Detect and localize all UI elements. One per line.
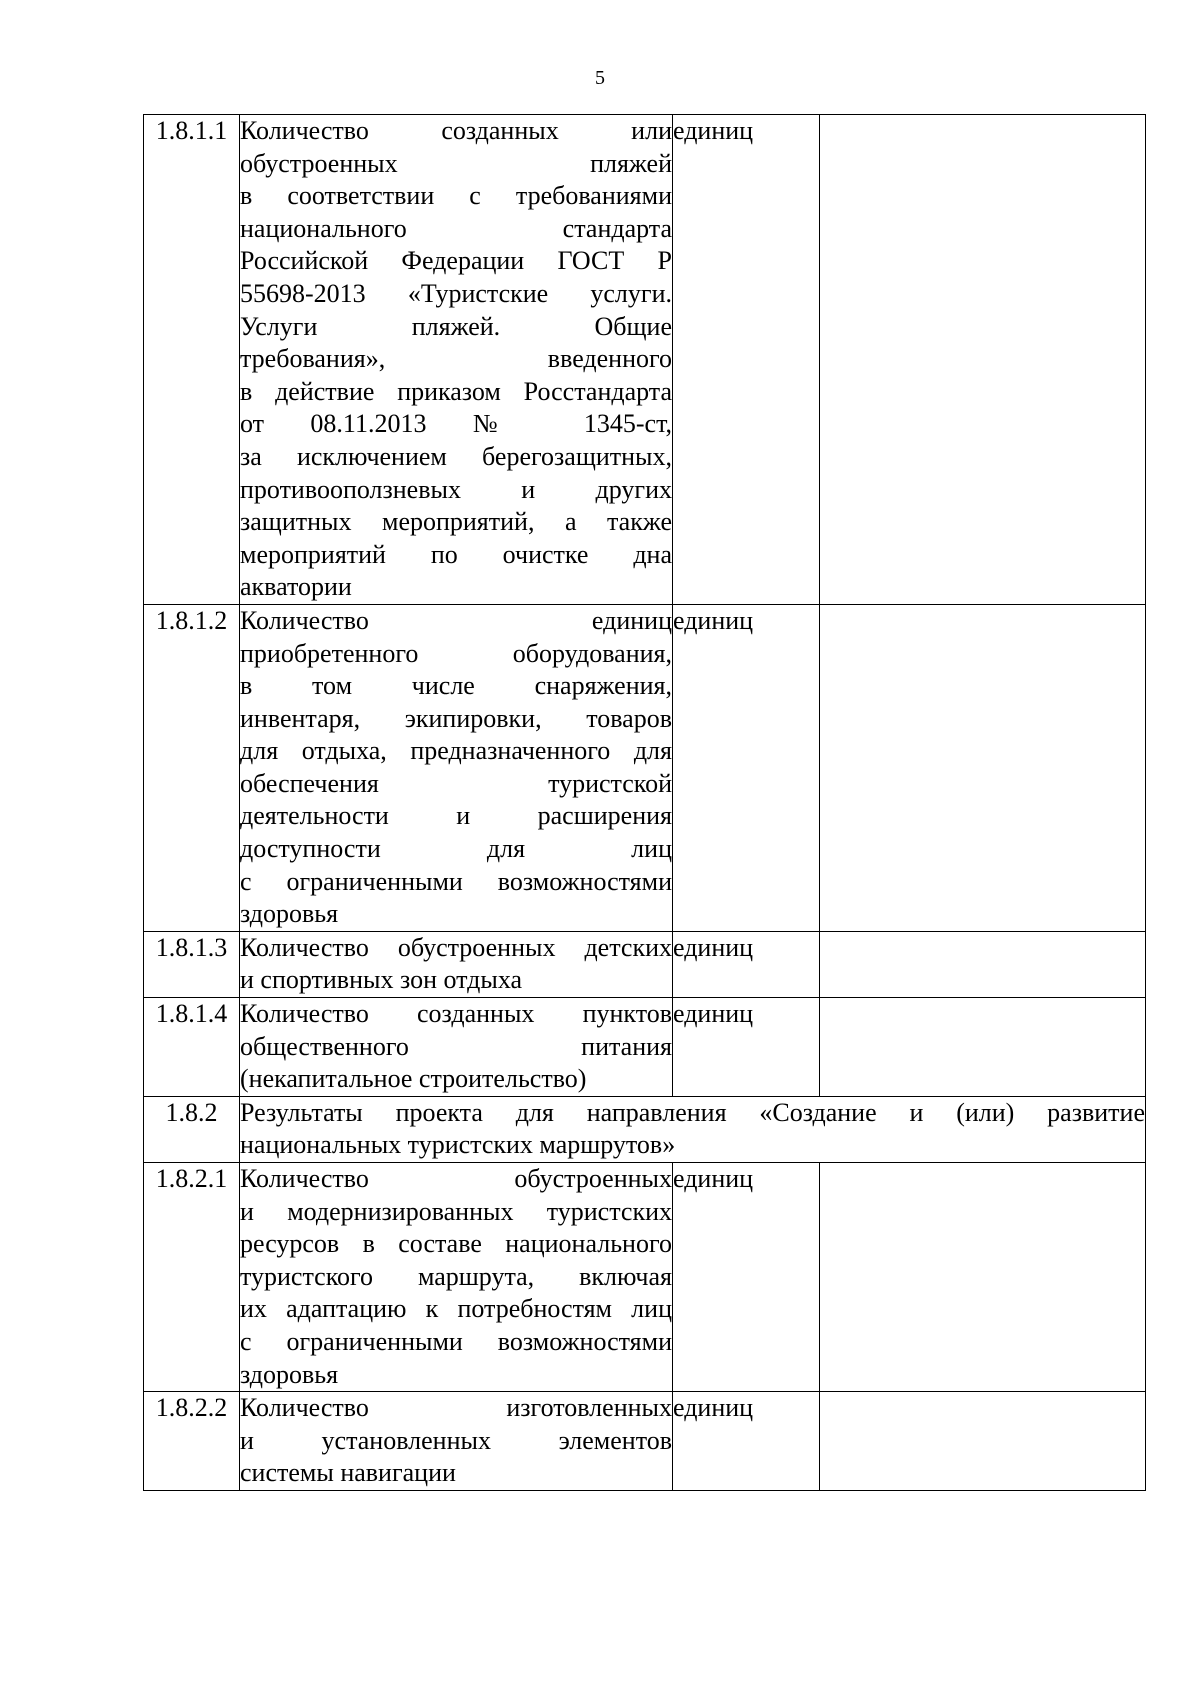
description-line: Количество единиц [240,605,672,635]
description-line: от 08.11.2013 № 1345-ст, [240,409,672,439]
row-unit: единиц [673,998,820,1097]
description-line: в том числе снаряжения, [240,671,672,701]
description-line: 55698-2013 «Туристские услуги. [240,278,672,308]
description-line: и установленных элементов [240,1425,672,1455]
row-number: 1.8.2.2 [144,1392,240,1491]
row-description [240,115,673,605]
description-line: туристского маршрута, включая [240,1261,672,1291]
results-table [143,114,1146,1491]
row-description [240,604,673,931]
section-heading [240,1096,1146,1162]
row-number: 1.8.1.2 [144,604,240,931]
page-number: 5 [595,67,605,89]
description-line: доступности для лиц [240,834,672,864]
description-line: общественного питания [240,1031,672,1061]
row-unit: единиц [673,115,820,605]
row-value [820,1392,1146,1491]
row-value [820,604,1146,931]
description-line: здоровья [240,899,339,929]
row-number: 1.8.1.3 [144,931,240,997]
description-line: с ограниченными возможностями [240,866,672,896]
description-line: национальных туристских маршрутов» [240,1130,676,1160]
row-number: 1.8.2 [144,1096,240,1162]
description-line: обустроенных пляжей [240,148,672,178]
description-line: здоровья [240,1359,339,1389]
row-description [240,931,673,997]
description-line: противооползневых и других [240,474,672,504]
description-line: и спортивных зон отдыха [240,965,523,995]
description-line: Российской Федерации ГОСТ Р [240,246,672,276]
description-line: Количество созданных пунктов [240,999,672,1029]
row-description [240,998,673,1097]
description-line: (некапитальное строительство) [240,1064,587,1094]
description-line: обеспечения туристской [240,768,672,798]
description-line: их адаптацию к потребностям лиц [240,1294,672,1324]
table-row [144,115,1146,605]
row-description [240,1163,673,1392]
description-line: для отдыха, предназначенного для [240,736,672,766]
description-line: и модернизированных туристских [240,1196,672,1226]
description-line: защитных мероприятий, а также [240,507,672,537]
description-line: Услуги пляжей. Общие [240,311,672,341]
row-value [820,931,1146,997]
description-line: в действие приказом Росстандарта [240,376,672,406]
row-value [820,115,1146,605]
row-unit: единиц [673,604,820,931]
description-line: ресурсов в составе национального [240,1229,672,1259]
description-line: акватории [240,572,352,602]
row-number: 1.8.1.4 [144,998,240,1097]
row-unit: единиц [673,931,820,997]
table-row [144,1096,1146,1162]
description-line: с ограниченными возможностями [240,1326,672,1356]
description-line: мероприятий по очистке дна [240,539,672,569]
table-row [144,604,1146,931]
description-line: Результаты проекта для направления «Создание и (или) развитие [240,1097,1145,1127]
row-number: 1.8.2.1 [144,1163,240,1392]
description-line: Количество обустроенных [240,1164,672,1193]
description-line: деятельности и расширения [240,801,672,831]
description-line: Количество изготовленных [240,1393,672,1423]
row-number: 1.8.1.1 [144,115,240,605]
description-line: Количество обустроенных детских [240,932,672,962]
table-row [144,931,1146,997]
description-line: национального стандарта [240,213,672,243]
row-unit: единиц [673,1392,820,1491]
table-row [144,1392,1146,1491]
row-unit: единиц [673,1163,820,1392]
description-line: Количество созданных или [240,116,672,145]
row-value [820,998,1146,1097]
table-body [144,115,1146,1491]
description-line: приобретенного оборудования, [240,638,672,668]
description-line: инвентаря, экипировки, товаров [240,703,672,733]
description-line: в соответствии с требованиями [240,181,672,211]
description-line: требования», введенного [240,344,672,374]
description-line: за исключением берегозащитных, [240,441,672,471]
row-value [820,1163,1146,1392]
table-row [144,1163,1146,1392]
table-row [144,998,1146,1097]
row-description [240,1392,673,1491]
description-line: системы навигации [240,1458,456,1488]
